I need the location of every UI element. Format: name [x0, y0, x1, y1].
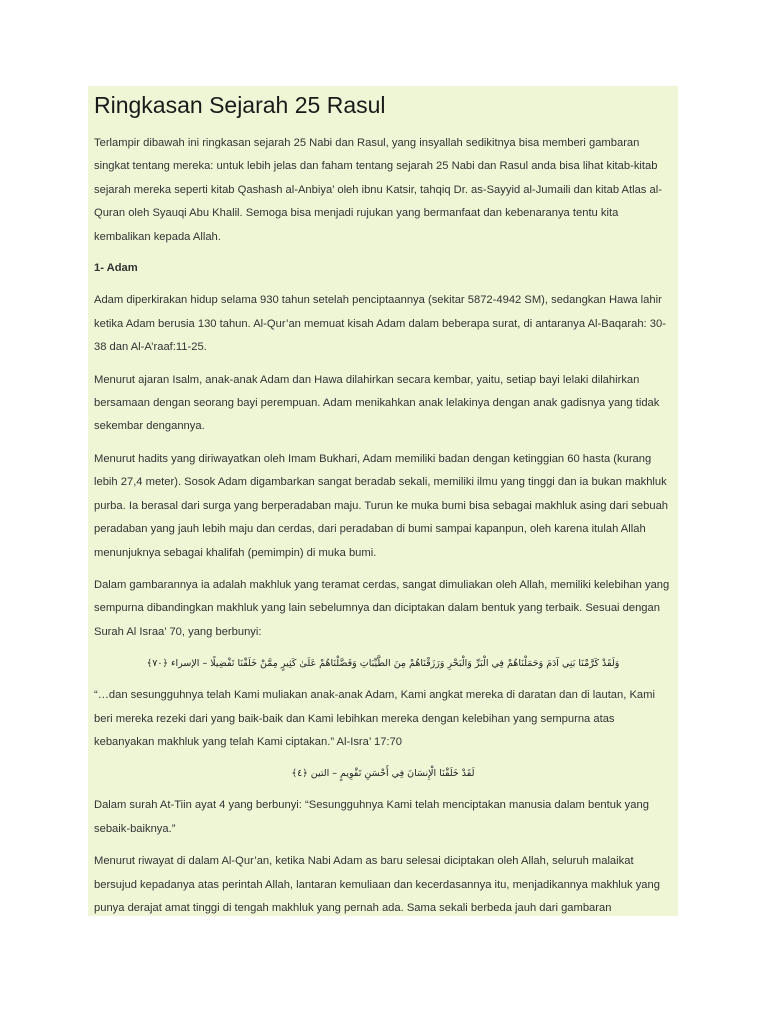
page-title: Ringkasan Sejarah 25 Rasul [94, 92, 386, 118]
paragraph-adam-children: Menurut ajaran Isalm, anak-anak Adam dan Hawa dilahirkan secara kembar, yaitu, setiap bayi lelaki dilahirkan bersamaan dengan seorang bayi perempuan. Adam menikahkan anak lelakinya dengan anak gadisnya yang tidak sekembar dengannya. [94, 373, 660, 433]
arabic-verse-al-isra: وَلَقَدْ كَرَّمْنَا بَنِي آدَمَ وَحَمَلْنَاهُمْ فِي الْبَرِّ وَالْبَحْرِ وَرَزَقْنَاهُمْ مِنَ الطَّيِّبَاتِ وَفَضَّلْنَاهُمْ عَلَىٰ كَثِيرٍ مِمَّنْ خَلَقْنَا تَفْضِيلًا – الإسراء ﴿٧٠﴾ [146, 658, 620, 670]
paragraph-angels-prostrate: Menurut riwayat di dalam Al-Qur’an, ketika Nabi Adam as baru selesai diciptakan oleh Allah, seluruh malaikat bersujud kepadanya atas perintah Allah, lantaran kemuliaan dan kecerdasannya itu, menjadikannya makhluk yang punya derajat amat tinggi di tengah makhluk yang pernah ada. Sama sekali berbeda jauh dari gambaran [94, 855, 660, 914]
paragraph-adam-description: Dalam gambarannya ia adalah makhluk yang teramat cerdas, sangat dimuliakan oleh Allah, memiliki kelebihan yang sempurna dibandingkan makhluk yang lain sebelumnya dan diciptakan dalam bentuk yang terbaik. Sesuai dengan Surah Al Israa’ 70, yang berbunyi: [94, 578, 670, 638]
paragraph-adam-lifespan: Adam diperkirakan hidup selama 930 tahun setelah penciptaannya (sekitar 5872-4942 SM), sedangkan Hawa lahir ketika Adam berusia 130 tahun. Al-Qur’an memuat kisah Adam dalam beberapa surat, di antaranya Al-Baqarah: 30-38 dan Al-A’raaf:11-25. [94, 294, 666, 354]
article-body [88, 86, 678, 916]
paragraph-adam-height: Menurut hadits yang diriwayatkan oleh Imam Bukhari, Adam memiliki badan dengan ketinggian 60 hasta (kurang lebih 27,4 meter). Sosok Adam digambarkan sangat beradab sekali, memiliki ilmu yang tinggi dan ia bukan makhluk purba. Ia berasal dari surga yang berperadaban maju. Turun ke muka bumi bisa sebagai makhluk asing dari sebuah peradaban yang jauh lebih maju dan cerdas, dari peradaban di bumi sampai kapanpun, oleh karena itulah Allah menunjuknya sebagai khalifah (pemimpin) di muka bumi. [94, 452, 669, 559]
paragraph-isra-translation: “…dan sesungguhnya telah Kami muliakan anak-anak Adam, Kami angkat mereka di daratan dan di lautan, Kami beri mereka rezeki dari yang baik-baik dan Kami lebihkan mereka dengan kelebihan yang sempurna atas kebanyakan makhluk yang telah Kami ciptakan.” Al-Isra’ 17:70 [94, 689, 655, 748]
arabic-verse-at-tin: لَقَدْ خَلَقْنَا الْإِنسَانَ فِي أَحْسَنِ تَقْوِيمٍ – التين ﴿٤﴾ [291, 768, 475, 780]
paragraph-at-tin: Dalam surah At-Tiin ayat 4 yang berbunyi: “Sesungguhnya Kami telah menciptakan manusia dalam bentuk yang sebaik-baiknya.” [94, 799, 649, 835]
intro-paragraph: Terlampir dibawah ini ringkasan sejarah 25 Nabi dan Rasul, yang insyallah sedikitnya bisa memberi gambaran singkat tentang mereka: untuk lebih jelas dan faham tentang sejarah 25 Nabi dan Rasul anda bisa lihat kitab-kitab sejarah mereka seperti kitab Qashash al-Anbiya’ oleh ibnu Katsir, tahqiq Dr. as-Sayyid al-Jumaili dan kitab Atlas al-Quran oleh Syauqi Abu Khalil. Semoga bisa menjadi rujukan yang bermanfaat dan kebenaranya tentu kita kembalikan kepada Allah. [94, 137, 662, 243]
section-heading-adam: 1- Adam [94, 262, 138, 275]
